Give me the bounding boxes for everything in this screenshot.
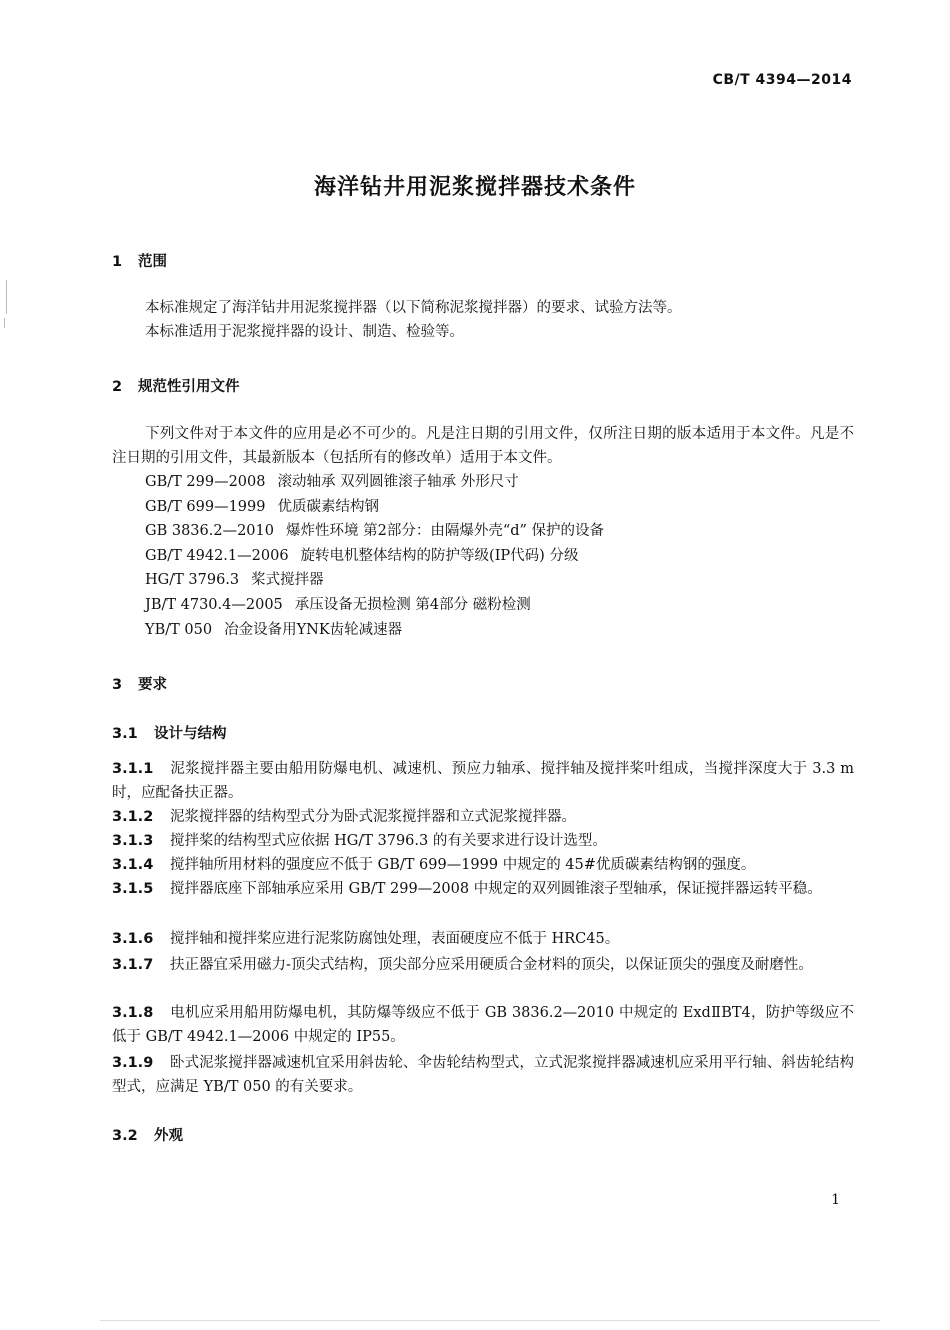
subsection-number: 3.2 [112,1128,138,1144]
scan-artifact [6,280,7,314]
subsection-3-2-heading [112,1124,183,1145]
clause-3-1-2 [112,805,854,829]
section-title: 要求 [138,677,167,693]
clause-3-1-7 [112,953,854,977]
reference-code: GB/T 299—2008 [145,474,266,490]
section-number: 3 [112,677,123,693]
scan-artifact [4,318,5,328]
clause-text: 搅拌轴和搅拌桨应进行泥浆防腐蚀处理，表面硬度应不低于 HRC45。 [170,931,620,947]
reference-code: GB 3836.2—2010 [145,523,274,540]
clause-text: 搅拌轴所用材料的强度应不低于 GB/T 699—1999 中规定的 45#优质碳素结构钢的强度。 [170,857,756,873]
reference-item [145,593,604,618]
reference-code: YB/T 050 [145,621,213,638]
section-3-heading [112,673,167,694]
standard-number: CB/T 4394—2014 [712,72,852,88]
clause-number: 3.1.9 [112,1055,154,1071]
subsection-title: 设计与结构 [154,726,227,742]
reference-list [145,470,604,642]
clause-text: 电机应采用船用防爆电机，其防爆等级应不低于 GB 3836.2—2010 中规定的 ExdⅡBT4，防护等级应不低于 GB/T 4942.1—2006 中规定的 IP55。 [112,1005,854,1045]
clause-text: 泥浆搅拌器主要由船用防爆电机、减速机、预应力轴承、搅拌轴及搅拌桨叶组成，当搅拌深度大于 3.3 m 时，应配备扶正器。 [112,761,854,801]
reference-title: 爆炸性环境 第2部分：由隔爆外壳“d” 保护的设备 [286,523,605,540]
clause-3-1-8 [112,1001,854,1049]
subsection-3-1-heading [112,722,227,743]
document-title: 海洋钻井用泥浆搅拌器技术条件 [313,175,636,200]
reference-title: 桨式搅拌器 [251,572,324,589]
section-2-intro: 下列文件对于本文件的应用是必不可少的。凡是注日期的引用文件，仅所注日期的版本适用于本文件。凡是不注日期的引用文件，其最新版本（包括所有的修改单）适用于本文件。 [112,426,854,466]
clause-3-1-5 [112,877,854,901]
reference-item [145,519,604,544]
clause-3-1-9 [112,1051,854,1099]
reference-title: 优质碳素结构钢 [277,498,379,515]
scan-artifact [100,1320,880,1321]
subsection-number: 3.1 [112,726,138,742]
clause-3-1-3 [112,829,854,853]
clause-3-1-1 [112,757,854,805]
reference-item [145,568,604,593]
reference-item [145,495,604,520]
reference-title: 旋转电机整体结构的防护等级(IP代码) 分级 [300,547,579,564]
clause-text: 扶正器宜采用磁力-顶尖式结构，顶尖部分应采用硬质合金材料的顶尖，以保证顶尖的强度及耐磨性。 [170,957,813,973]
section-number: 2 [112,379,123,395]
clause-number: 3.1.8 [112,1005,154,1021]
reference-code: JB/T 4730.4—2005 [145,596,283,613]
reference-item [145,618,604,643]
clause-text: 卧式泥浆搅拌器减速机宜采用斜齿轮、伞齿轮结构型式，立式泥浆搅拌器减速机应采用平行轴、斜齿轮结构型式，应满足 YB/T 050 的有关要求。 [112,1055,854,1095]
reference-title: 冶金设备用YNK齿轮减速器 [224,621,403,638]
reference-code: GB/T 699—1999 [145,498,266,515]
clause-number: 3.1.3 [112,833,154,849]
page-number: 1 [831,1192,840,1208]
clause-3-1-4 [112,853,854,877]
reference-code: HG/T 3796.3 [145,572,240,589]
clause-number: 3.1.7 [112,957,154,973]
clause-number: 3.1.6 [112,931,154,947]
section-title: 范围 [138,254,167,270]
clause-number: 3.1.1 [112,761,154,777]
reference-item [145,544,604,569]
section-number: 1 [112,254,123,270]
clause-number: 3.1.2 [112,809,154,825]
reference-code: GB/T 4942.1—2006 [145,547,289,564]
clause-number: 3.1.4 [112,857,154,873]
clause-text: 泥浆搅拌器的结构型式分为卧式泥浆搅拌器和立式泥浆搅拌器。 [170,809,576,825]
section-2-heading [112,375,240,396]
section-1-heading [112,250,167,271]
section-1-paragraph-1: 本标准规定了海洋钻井用泥浆搅拌器（以下简称泥浆搅拌器）的要求、试验方法等。 [145,300,682,316]
section-1-paragraph-2: 本标准适用于泥浆搅拌器的设计、制造、检验等。 [145,324,464,340]
section-title: 规范性引用文件 [138,379,240,395]
reference-title: 滚动轴承 双列圆锥滚子轴承 外形尺寸 [277,474,519,490]
clause-text: 搅拌器底座下部轴承应采用 GB/T 299—2008 中规定的双列圆锥滚子型轴承，保证搅拌器运转平稳。 [170,881,822,897]
clause-text: 搅拌桨的结构型式应依据 HG/T 3796.3 的有关要求进行设计选型。 [170,833,607,849]
subsection-title: 外观 [154,1128,183,1144]
reference-item [145,470,604,495]
clause-number: 3.1.5 [112,881,154,897]
clause-3-1-6 [112,927,854,951]
reference-title: 承压设备无损检测 第4部分 磁粉检测 [294,596,531,613]
